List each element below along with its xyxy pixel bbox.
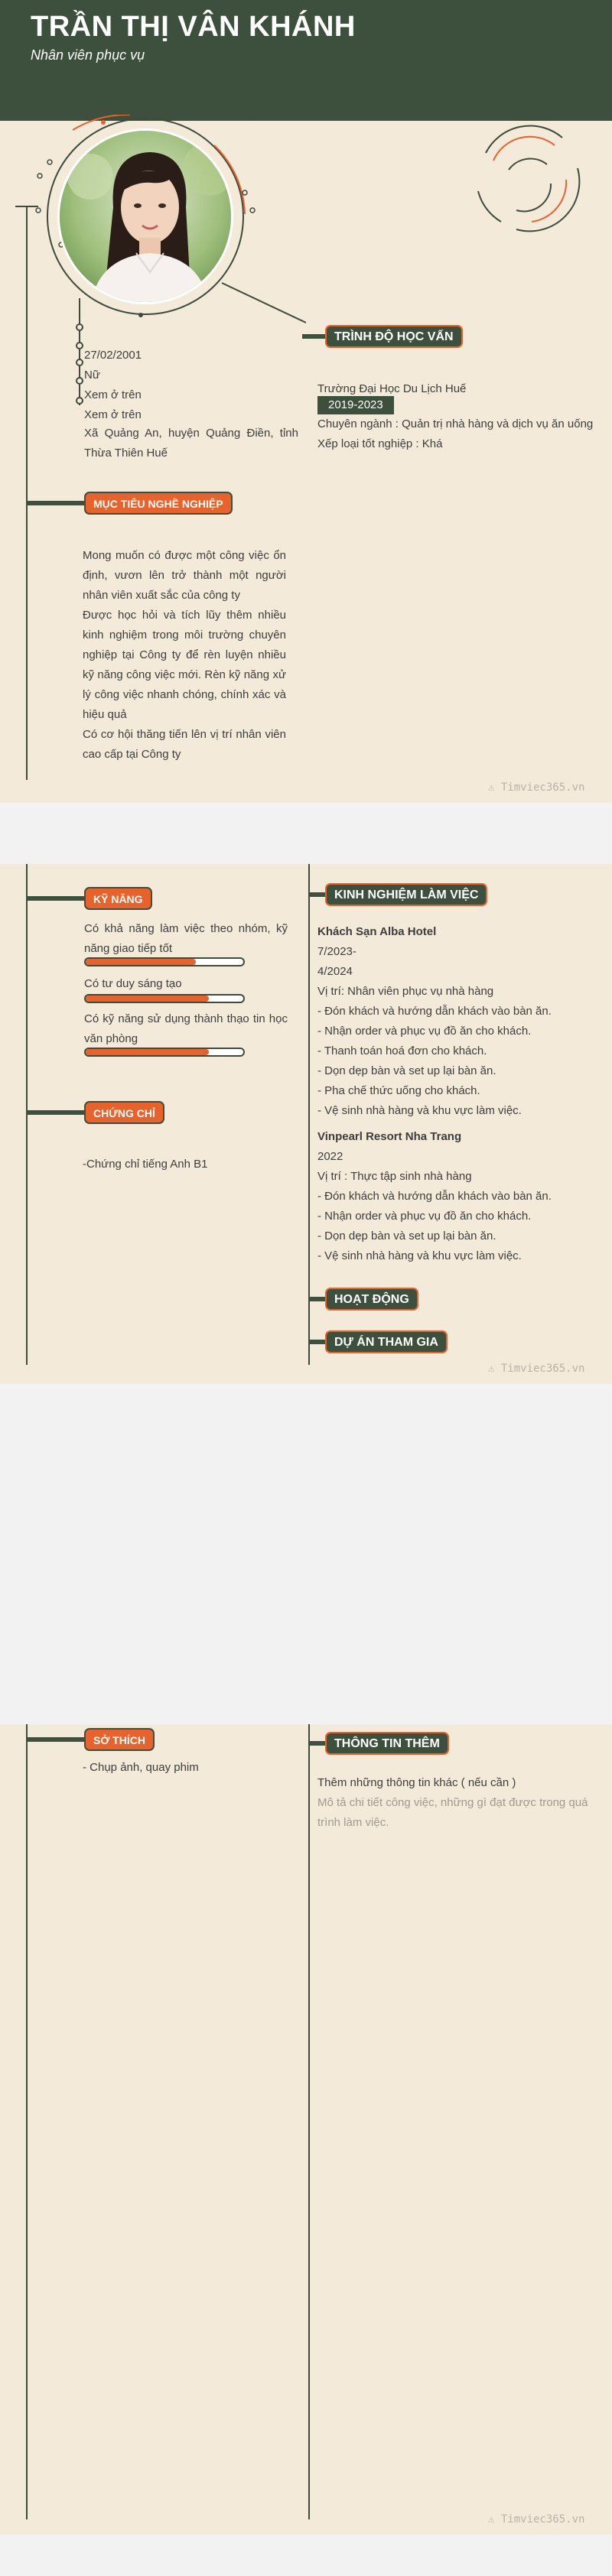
job2-task: - Đón khách và hướng dẫn khách vào bàn ăn. <box>317 1190 552 1203</box>
skill-2-bar <box>84 994 245 1003</box>
cv-page-1 <box>0 0 612 803</box>
left-timeline-3 <box>26 1724 28 2519</box>
footer-brand-text: Timviec365.vn <box>500 1363 585 1375</box>
job1-task: - Dọn dẹp bàn và set up lại bàn ăn. <box>317 1064 496 1077</box>
candidate-name: TRẦN THỊ VÂN KHÁNH <box>31 11 356 43</box>
hobby-item: - Chụp ảnh, quay phim <box>83 1761 199 1774</box>
footer-brand: ⚠ Timviec365.vn <box>488 2513 585 2526</box>
job2-company: Vinpearl Resort Nha Trang <box>317 1130 462 1143</box>
address: Xã Quảng An, huyện Quảng Điền, tỉnh Thừa Thiên Huế <box>84 427 298 460</box>
education-rank: Xếp loại tốt nghiệp : Khá <box>317 437 443 450</box>
certificates-connector <box>26 1110 87 1115</box>
skill-1-label: Có khả năng làm việc theo nhóm, kỹ năng giao tiếp tốt <box>84 922 288 955</box>
objective-connector <box>26 501 87 505</box>
job1-to: 4/2024 <box>317 965 353 978</box>
certificate-item: -Chứng chỉ tiếng Anh B1 <box>83 1158 208 1171</box>
skill-2-label: Có tư duy sáng tạo <box>84 977 182 990</box>
skill-3-fill <box>86 1049 209 1055</box>
education-years: 2019-2023 <box>317 396 394 414</box>
more-info-line2: Mô tả chi tiết công việc, những gì đạt được trong quá trình làm việc. <box>317 1796 588 1829</box>
job2-year: 2022 <box>317 1150 343 1163</box>
education-school: Trường Đại Học Du Lịch Huế <box>317 382 467 395</box>
more-info-line1: Thêm những thông tin khác ( nếu cần ) <box>317 1776 516 1789</box>
candidate-position: Nhân viên phục vụ <box>31 47 145 63</box>
job2-role: Vị trí : Thực tập sinh nhà hàng <box>317 1170 472 1183</box>
job1-role: Vị trí: Nhân viên phục vụ nhà hàng <box>317 985 494 998</box>
certificates-heading: CHỨNG CHỈ <box>84 1101 164 1124</box>
education-major: Chuyên ngành : Quản trị nhà hàng và dịch vụ ăn uống <box>317 417 594 430</box>
job2-task: - Vệ sinh nhà hàng và khu vực làm việc. <box>317 1249 522 1262</box>
mid-timeline-2 <box>308 864 310 1365</box>
skills-connector <box>26 896 87 901</box>
education-connector <box>302 334 325 339</box>
hobbies-connector <box>26 1737 87 1742</box>
cv-page-2 <box>0 864 612 1384</box>
gender: Nữ <box>84 369 100 382</box>
skill-3-bar <box>84 1048 245 1057</box>
circle-decoration <box>470 122 585 237</box>
cv-page-3 <box>0 1724 612 2535</box>
job1-task: - Đón khách và hướng dẫn khách vào bàn ăn. <box>317 1005 552 1018</box>
left-timeline <box>26 206 28 780</box>
avatar-portrait <box>60 131 233 304</box>
email: Xem ở trên <box>84 408 142 421</box>
avatar <box>57 128 233 304</box>
objective-p1: Mong muốn có được một công việc ổn định, vươn lên trở thành một người nhân viên xuất sắc của công ty <box>83 549 286 602</box>
skill-1-fill <box>86 959 196 965</box>
skill-1-bar <box>84 957 245 966</box>
job2-task: - Nhận order và phục vụ đồ ăn cho khách. <box>317 1210 532 1223</box>
activities-heading: HOẠT ĐỘNG <box>325 1288 418 1311</box>
skill-3-label: Có kỹ năng sử dụng thành thạo tin học văn phòng <box>84 1012 288 1045</box>
experience-heading: KINH NGHIỆM LÀM VIỆC <box>325 883 487 906</box>
job1-task: - Thanh toán hoá đơn cho khách. <box>317 1044 487 1057</box>
education-heading: TRÌNH ĐỘ HỌC VẤN <box>325 325 463 348</box>
footer-brand: ⚠ Timviec365.vn <box>488 1363 585 1375</box>
footer-brand: ⚠ Timviec365.vn <box>488 781 585 794</box>
job1-task: - Vệ sinh nhà hàng và khu vực làm việc. <box>317 1104 522 1117</box>
job1-from: 7/2023- <box>317 945 356 958</box>
job1-task: - Nhận order và phục vụ đồ ăn cho khách. <box>317 1025 532 1038</box>
dob: 27/02/2001 <box>84 349 142 362</box>
mid-timeline-3 <box>308 1724 310 2519</box>
objective-heading: MỤC TIÊU NGHỀ NGHIỆP <box>84 492 233 515</box>
projects-heading: DỰ ÁN THAM GIA <box>325 1330 448 1353</box>
job1-company: Khách Sạn Alba Hotel <box>317 925 437 938</box>
phone: Xem ở trên <box>84 388 142 401</box>
more-info-heading: THÔNG TIN THÊM <box>325 1732 449 1755</box>
objective-p3: Có cơ hội thăng tiến lên vị trí nhân viên cao cấp tại Công ty <box>83 728 286 761</box>
footer-brand-text: Timviec365.vn <box>500 781 585 794</box>
footer-brand-text: Timviec365.vn <box>500 2513 585 2526</box>
skill-2-fill <box>86 996 209 1002</box>
hobbies-heading: SỞ THÍCH <box>84 1728 155 1751</box>
skills-heading: KỸ NĂNG <box>84 887 152 910</box>
job2-task: - Dọn dẹp bàn và set up lại bàn ăn. <box>317 1230 496 1243</box>
job1-task: - Pha chế thức uống cho khách. <box>317 1084 480 1097</box>
objective-p2: Được học hỏi và tích lũy thêm nhiều kinh nghiệm trong môi trường chuyên nghiệp tại Công ty để rèn luyện nhiều kỹ năng công việc mới. Rèn kỹ năng xử lý công việc nhanh chóng, chính xác và hiệu quả <box>83 609 286 721</box>
